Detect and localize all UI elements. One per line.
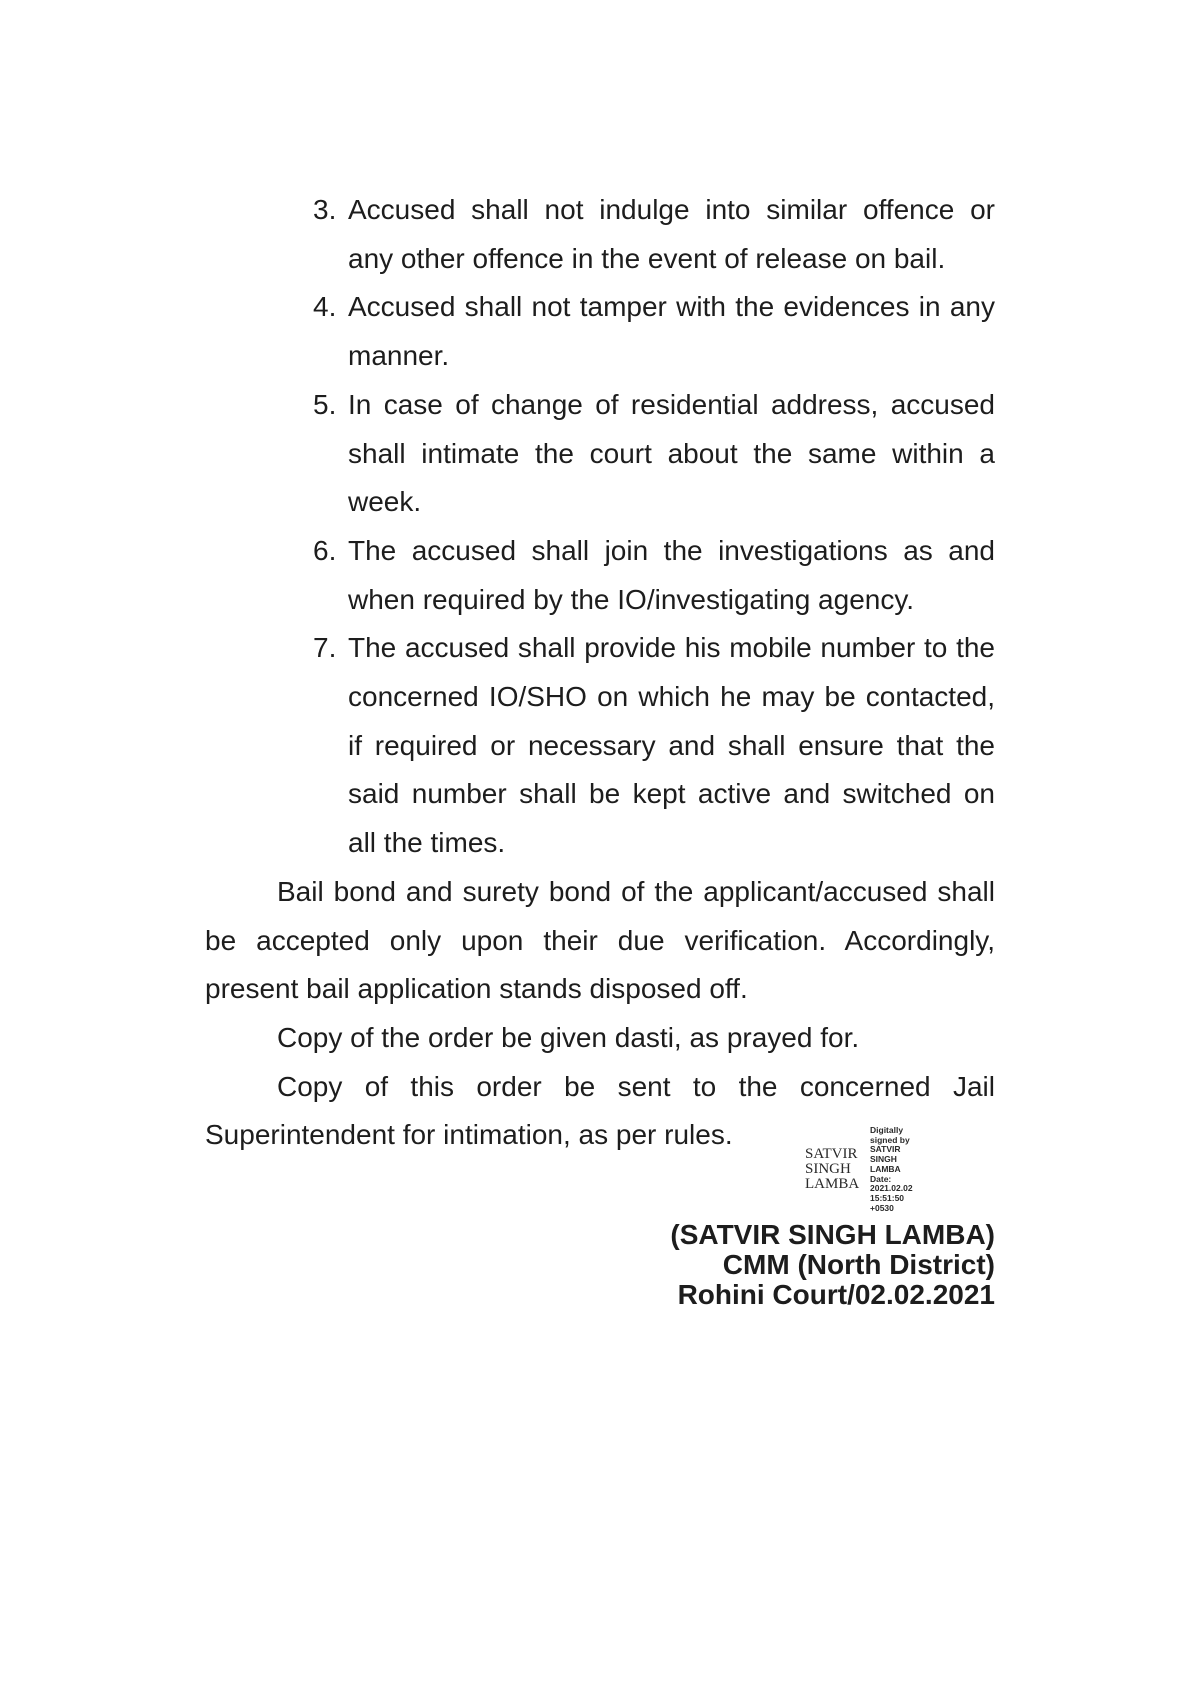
list-item [205, 186, 995, 283]
list-item-line: shall intimate the court about the same within a [348, 437, 995, 469]
list-item-line: Accused shall not tamper with the evidences in any [348, 291, 995, 323]
list-item-number: 5. [313, 388, 337, 420]
digital-signature-details-line: Date: [870, 1173, 892, 1184]
digital-signature-name-line: SATVIR [805, 1146, 858, 1162]
list-item-line: manner. [348, 340, 450, 372]
digital-signature-details-line: SATVIR [870, 1144, 901, 1155]
list-item-line: any other offence in the event of release on bail. [348, 242, 946, 274]
paragraph-line: Superintendent for intimation, as per rules. [205, 1119, 733, 1151]
digital-signature-name-line: LAMBA [805, 1176, 860, 1192]
list-item-line: In case of change of residential address, accused [348, 388, 995, 420]
list-item-line: all the times. [348, 827, 506, 859]
signoff-line: (SATVIR SINGH LAMBA) [670, 1219, 995, 1250]
list-item-text [348, 527, 995, 624]
list-item-text [348, 283, 995, 380]
signoff-block [395, 1220, 995, 1310]
digital-signature-details-line: +0530 [870, 1202, 894, 1213]
digital-signature-details-line: 15:51:50 [870, 1192, 905, 1203]
digital-signature-details-line: SINGH [870, 1154, 897, 1165]
paragraph-line: Copy of the order be given dasti, as prayed for. [277, 1021, 860, 1053]
list-item-line: The accused shall join the investigations as and [348, 534, 995, 566]
list-item-number: 4. [313, 291, 337, 323]
list-item-text [348, 624, 995, 868]
paragraph-line: present bail application stands disposed off. [205, 973, 748, 1005]
list-item [205, 527, 995, 624]
list-item-number: 7. [313, 632, 337, 664]
paragraph-line: Copy of this order be sent to the concerned Jail [277, 1070, 995, 1102]
paragraph [205, 868, 995, 1014]
list-item [205, 381, 995, 527]
digital-signature-details-line: 2021.02.02 [870, 1183, 913, 1194]
list-item-line: when required by the IO/investigating agency. [348, 583, 915, 615]
list-item-text [348, 381, 995, 527]
digital-signature-details [870, 1126, 913, 1213]
list-item-line: concerned IO/SHO on which he may be contacted, [348, 681, 995, 713]
order-body [205, 186, 995, 1160]
list-item [205, 283, 995, 380]
digital-signature-name [805, 1147, 859, 1192]
list-item-text [348, 186, 995, 283]
list-item [205, 624, 995, 868]
paragraph-line: be accepted only upon their due verification. Accordingly, [205, 924, 995, 956]
list-item-line: week. [348, 486, 422, 518]
list-item-line: if required or necessary and shall ensure that the [348, 729, 995, 761]
list-item-number: 6. [313, 534, 337, 566]
list-item-line: Accused shall not indulge into similar offence or [348, 194, 995, 225]
signoff-line: Rohini Court/02.02.2021 [677, 1279, 995, 1310]
digital-signature-details-line: signed by [870, 1134, 910, 1145]
list-item-line: The accused shall provide his mobile number to the [348, 632, 995, 664]
list-item-line: said number shall be kept active and switched on [348, 778, 995, 810]
signoff-line: CMM (North District) [722, 1249, 995, 1280]
paragraph-line: Bail bond and surety bond of the applicant/accused shall [277, 875, 995, 907]
digital-signature-details-line: LAMBA [870, 1163, 901, 1174]
paragraph [205, 1014, 995, 1063]
list-item-number: 3. [313, 194, 337, 225]
digital-signature-name-line: SINGH [805, 1161, 851, 1177]
digital-signature-details-line: Digitally [870, 1125, 904, 1135]
